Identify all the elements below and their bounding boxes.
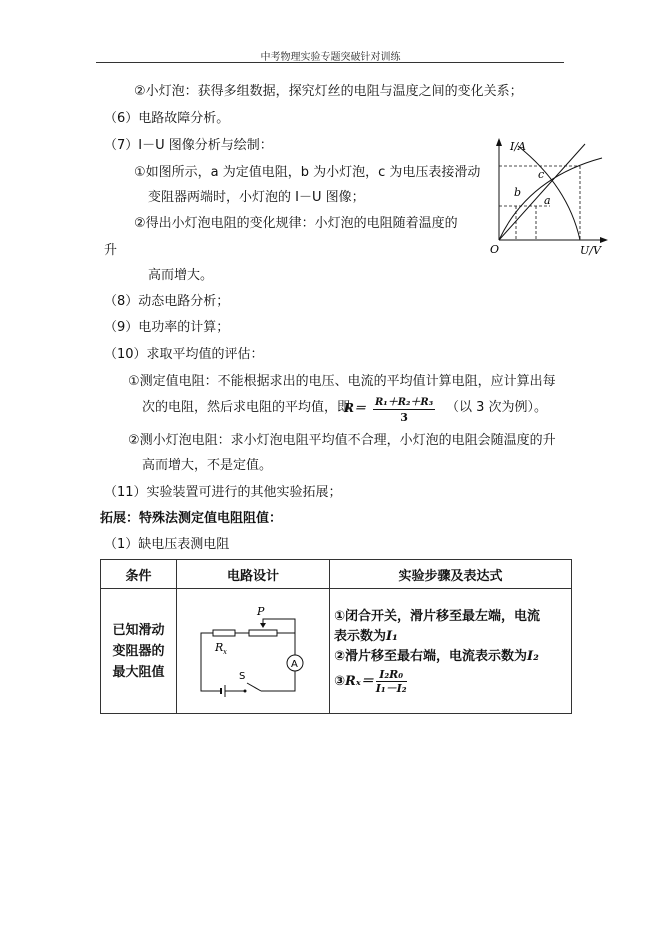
step-2-line — [334, 647, 571, 667]
average-resistance-formula — [344, 393, 435, 424]
text-line: （1）缺电压表测电阻 — [104, 537, 230, 552]
curve-label-a: a — [544, 194, 551, 207]
step-3-lhs: Rₓ＝ — [345, 674, 374, 689]
text-line: 升 — [104, 243, 118, 258]
step-2-text: ②滑片移至最右端，电流表示数为 — [334, 649, 528, 664]
table-row — [101, 589, 572, 714]
text-line: （11）实验装置可进行的其他实验拓展； — [104, 485, 342, 500]
step-1 — [330, 607, 571, 695]
text-line: 次的电阻，然后求电阻的平均值，即 — [142, 400, 351, 415]
origin-label: O — [490, 243, 500, 256]
resistor-label: R — [215, 641, 224, 654]
wire — [201, 633, 213, 659]
condition-line: 已知滑动 — [112, 622, 165, 638]
step-3-denominator: I₁－I₂ — [375, 682, 407, 695]
slider-wire — [263, 619, 295, 655]
steps-cell — [330, 589, 572, 714]
text-line: ②得出小灯泡电阻的变化规律：小灯泡的电阻随着温度的 — [134, 216, 458, 231]
header-divider — [96, 62, 564, 63]
condition-cell — [101, 589, 177, 714]
text-line: ①测定值电阻：不能根据求出的电压、电流的平均值计算电阻，应计算出每 — [128, 374, 556, 389]
slider-label: P — [257, 605, 265, 618]
step-1-line-a: ①闭合开关，滑片移至最左端，电流 — [334, 609, 541, 624]
rheostat — [249, 630, 277, 636]
step-3-marker: ③ — [334, 674, 346, 689]
step-1-line-b — [334, 627, 571, 647]
text-line: （7）I－U 图像分析与绘制： — [104, 138, 273, 153]
table-header-condition: 条件 — [101, 560, 177, 589]
ammeter-label: A — [291, 659, 298, 670]
x-axis-arrow — [600, 237, 608, 243]
table-header-steps: 实验步骤及表达式 — [330, 560, 572, 589]
page-header: 中考物理实验专题突破针对训练 — [260, 52, 401, 63]
text-line: （6）电路故障分析。 — [104, 111, 230, 126]
y-axis-arrow — [496, 138, 502, 146]
step-3-fraction — [376, 668, 407, 695]
current-i2: I₂ — [527, 649, 539, 664]
resistor-subscript: x — [223, 648, 227, 656]
wire — [201, 659, 221, 691]
section-heading: 拓展：特殊法测定值电阻阻值： — [100, 511, 283, 526]
line-a — [499, 144, 585, 240]
special-method-table — [100, 559, 572, 714]
curve-label-b: b — [514, 186, 522, 199]
formula-numerator: R₁＋R₂＋R₃ — [375, 397, 434, 408]
condition-line: 变阻器的 — [112, 643, 165, 659]
condition-line: 最大阻值 — [112, 664, 165, 680]
curve-label-c: c — [538, 168, 545, 181]
fraction-bar — [373, 409, 435, 410]
switch-label: S — [239, 671, 246, 682]
text-line: 高而增大。 — [148, 268, 214, 283]
step-3-line — [334, 668, 571, 695]
text-line: 变阻器两端时，小灯泡的 I－U 图像； — [148, 190, 365, 205]
switch-blade — [247, 683, 261, 691]
circuit-cell — [177, 589, 330, 714]
x-axis-label: U/V — [580, 244, 601, 257]
text-line: ①如图所示，a 为定值电阻，b 为小灯泡，c 为电压表接滑动 — [134, 165, 481, 180]
slider-arrow — [260, 623, 266, 628]
circuit-diagram — [177, 589, 329, 709]
text-line: （8）动态电路分析； — [104, 294, 230, 309]
table-header-circuit: 电路设计 — [177, 560, 330, 589]
formula-denominator: 3 — [400, 411, 408, 424]
wire — [261, 671, 295, 691]
step-1-text: 表示数为 — [334, 629, 387, 644]
text-line: （以 3 次为例）。 — [446, 400, 548, 415]
resistor-rx — [213, 630, 235, 636]
y-axis-label: I/A — [510, 140, 526, 153]
table-header-row — [101, 560, 572, 589]
text-line: 高而增大，不是定值。 — [142, 458, 273, 473]
text-line: ②小灯泡：获得多组数据，探究灯丝的电阻与温度之间的变化关系； — [134, 84, 523, 99]
formula-lhs: R＝ — [344, 401, 366, 415]
step-3-numerator: I₂R₀ — [379, 668, 404, 681]
text-line: （9）电功率的计算； — [104, 320, 230, 335]
text-line: （10）求取平均值的评估： — [104, 347, 264, 362]
iu-graph — [480, 130, 610, 265]
text-line: ②测小灯泡电阻：求小灯泡电阻平均值不合理，小灯泡的电阻会随温度的升 — [128, 433, 556, 448]
current-i1: I₁ — [386, 629, 398, 644]
